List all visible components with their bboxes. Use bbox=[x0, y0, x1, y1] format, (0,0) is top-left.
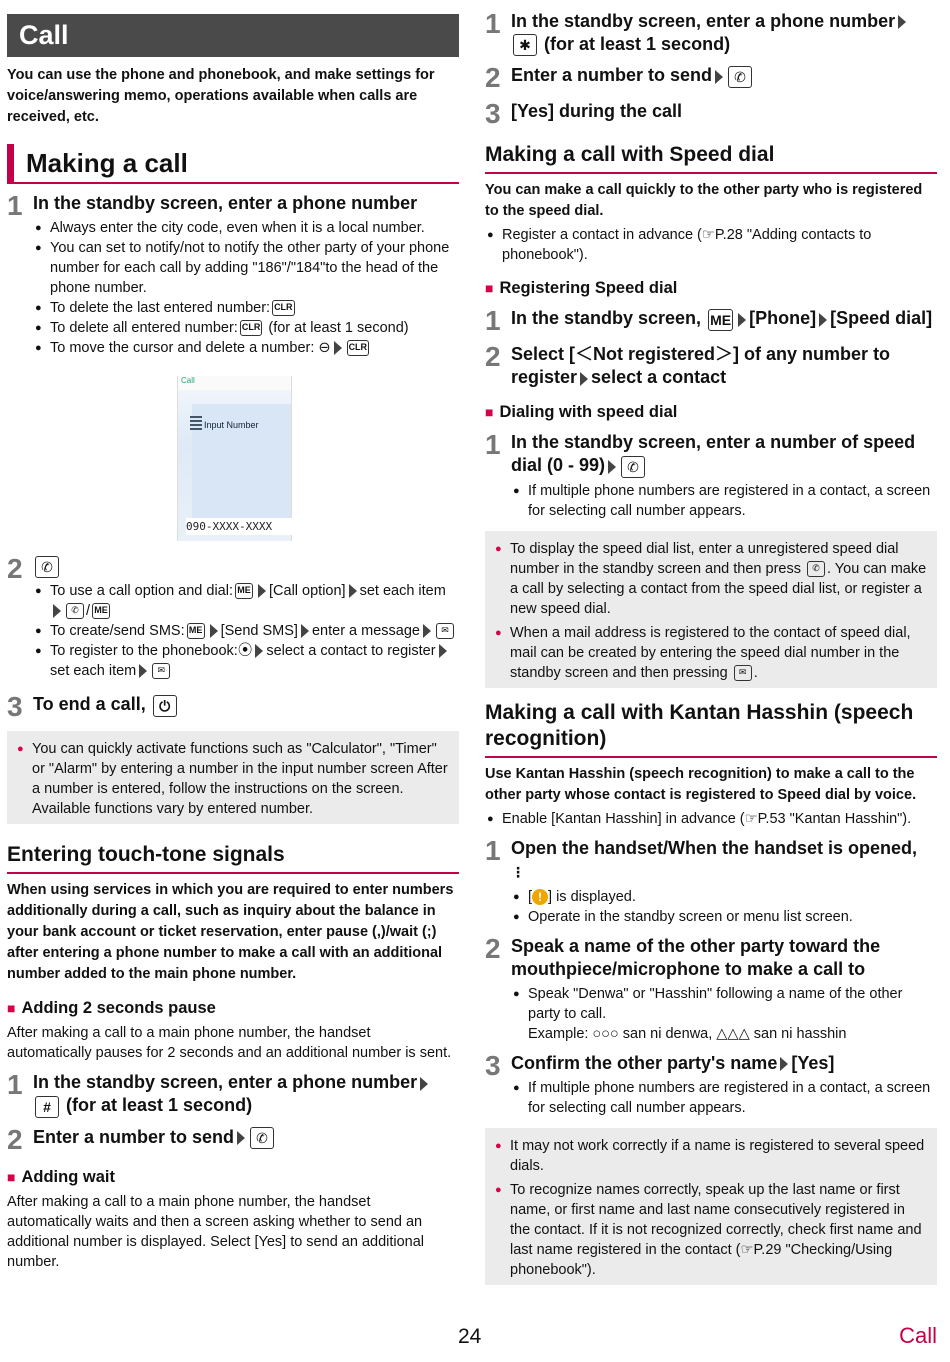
bullet-text: To move the cursor and delete a number: bbox=[50, 340, 315, 356]
hash-key-icon: # bbox=[35, 1096, 59, 1118]
arrow-icon bbox=[780, 1057, 788, 1071]
list-item: ● Operate in the standby screen or menu list screen. bbox=[511, 907, 937, 927]
arrow-icon bbox=[715, 70, 723, 84]
kantan-step-3: 3 Confirm the other party's name [Yes] ● If multiple phone numbers are registered in a contact, a screen for selecting call number appears. bbox=[485, 1052, 937, 1118]
step-number: 3 bbox=[7, 691, 23, 723]
asterisk-key-icon: ✱ bbox=[513, 34, 537, 56]
registering-heading: ■ Registering Speed dial bbox=[485, 279, 678, 298]
pause-step-2: 2 Enter a number to send ✆ bbox=[7, 1126, 459, 1154]
step-2 bbox=[7, 555, 459, 681]
section-title-kantan: Making a call with Kantan Hasshin (speech recognition) bbox=[485, 700, 937, 758]
keypad-icon bbox=[190, 416, 202, 430]
arrow-icon bbox=[423, 624, 431, 638]
footer-chapter: Call bbox=[899, 1323, 937, 1348]
kantan-lead: Use Kantan Hasshin (speech recognition) to make a call to the other party whose contact is registered to Speed dial by voice. bbox=[485, 765, 917, 803]
list-item: ● Enable [Kantan Hasshin] in advance (☞P.53 "Kantan Hasshin"). bbox=[485, 809, 937, 829]
center-key-icon: ⦿ bbox=[237, 643, 253, 660]
screen-number: 090-XXXX-XXXX bbox=[186, 518, 299, 535]
arrow-icon bbox=[738, 313, 746, 327]
arrow-icon bbox=[258, 584, 266, 598]
arrow-icon bbox=[349, 584, 357, 598]
list-item: ● Register a contact in advance (☞P.28 "Adding contacts to phonebook"). bbox=[485, 225, 937, 265]
clr-key-icon: CLR bbox=[240, 320, 263, 336]
example-text: Example: ○○○ san ni denwa, △△△ san ni hasshin bbox=[528, 1025, 847, 1042]
note-box bbox=[485, 531, 937, 688]
arrow-icon bbox=[439, 644, 447, 658]
clr-key-icon: CLR bbox=[347, 340, 370, 356]
menu-key-icon: ME bbox=[187, 623, 205, 639]
pause-step-1: 1 In the standby screen, enter a phone number # (for at least 1 second) bbox=[7, 1071, 459, 1117]
bullet-list bbox=[33, 218, 459, 358]
arrow-icon bbox=[608, 460, 616, 474]
bullet-text: To delete the last entered number: bbox=[50, 300, 271, 316]
input-number-screenshot bbox=[177, 376, 292, 541]
pause-paragraph: After making a call to a main phone number, the handset automatically pauses for 2 seconds and an additional number is sent. bbox=[7, 1025, 452, 1062]
list-item: ● If multiple phone numbers are registered in a contact, a screen for selecting call number appears. bbox=[511, 1078, 937, 1118]
clr-key-icon: CLR bbox=[272, 300, 295, 316]
section-title-touch-tone: Entering touch-tone signals bbox=[7, 842, 459, 874]
note-box bbox=[485, 1128, 937, 1285]
direction-key-icon: ⊖ bbox=[314, 340, 331, 356]
note-item: ● To recognize names correctly, speak up the last name or first name, or first name and last name consecutively registered in the contact. If it is not recognized correctly, check first name and last name registered in the contact (☞P.29 "Checking/Using phonebook"). bbox=[493, 1180, 929, 1280]
note-box bbox=[7, 731, 459, 824]
note-item: ● It may not work correctly if a name is registered to several speed dials. bbox=[493, 1136, 929, 1176]
arrow-icon bbox=[334, 341, 342, 355]
list-item: ● You can set to notify/not to notify the other party of your phone number for each call by adding "186"/"184"to the head of the phone number. bbox=[33, 238, 459, 298]
arrow-icon bbox=[255, 644, 263, 658]
list-item: ● To register to the phonebook:⦿ select a contact to registerset each item ✉ bbox=[33, 641, 459, 681]
note-item: ● When a mail address is registered to the contact of speed dial, mail can be created by entering the speed dial number in the standby screen and then pressing ✉ . bbox=[493, 623, 929, 683]
bullet-text: To delete all entered number: bbox=[50, 320, 238, 336]
page-number: 24 bbox=[458, 1325, 482, 1348]
step-1 bbox=[7, 192, 459, 358]
speed-dial-lead: You can make a call quickly to the other party who is registered to the speed dial. bbox=[485, 182, 923, 220]
end-call-key-icon: ⏻ bbox=[153, 695, 177, 717]
wait-step-3: 3 [Yes] during the call bbox=[485, 98, 683, 130]
list-item: ● Speak "Denwa" or "Hasshin" following a name of the other party to call. Example: ○○○ san ni denwa, △△△ san ni hasshin bbox=[511, 984, 937, 1044]
bullet-text: (for at least 1 second) bbox=[268, 320, 409, 336]
screen-label: Input Number bbox=[204, 420, 259, 430]
list-item bbox=[33, 298, 459, 318]
reg-step-1: 1 In the standby screen, ME [Phone] [Speed dial] bbox=[485, 305, 933, 337]
arrow-icon bbox=[420, 1077, 428, 1091]
bullet-list bbox=[33, 581, 459, 681]
note-item: ● You can quickly activate functions such as "Calculator", "Timer" or "Alarm" by entering a number in the input number screen After a number is entered, follow the instructions on the screen. Available functions vary by entered number. bbox=[15, 739, 451, 819]
step-text: To end a call, bbox=[33, 694, 146, 715]
wait-step-1: 1 In the standby screen, enter a phone number ✱ (for at least 1 second) bbox=[485, 10, 937, 56]
list-item: ● To create/send SMS: ME [Send SMS] enter a message ✉ bbox=[33, 621, 459, 641]
list-item: ● To use a call option and dial: ME [Call option] set each item✆ / ME bbox=[33, 581, 459, 621]
arrow-icon bbox=[301, 624, 309, 638]
send-key-icon: ✉ bbox=[436, 623, 454, 639]
call-key-icon: ✆ bbox=[728, 66, 752, 88]
right-column bbox=[485, 6, 937, 1285]
chapter-intro: You can use the phone and phonebook, and make settings for voice/answering memo, operations available when calls are received, etc. bbox=[7, 67, 435, 125]
step-number: 2 bbox=[7, 553, 23, 584]
pause-heading: ■ Adding 2 seconds pause bbox=[7, 999, 216, 1018]
wait-heading: ■ Adding wait bbox=[7, 1167, 115, 1186]
wait-paragraph: After making a call to a main phone number, the handset automatically waits and then a screen asking whether to send an additional number is displayed. Select [Yes] to send an additional number. bbox=[7, 1193, 425, 1270]
voice-indicator-icon: ! bbox=[532, 889, 548, 905]
chapter-title: Call bbox=[7, 14, 459, 57]
call-key-icon: ✆ bbox=[35, 556, 59, 578]
list-item: ● Always enter the city code, even when it is a local number. bbox=[33, 218, 459, 238]
note-item: ● To display the speed dial list, enter a unregistered speed dial number in the standby screen and then press ✆ . You can make a call by selecting a contact from the speed dial list, or register a new speed dial. bbox=[493, 539, 929, 619]
menu-key-icon: ME bbox=[708, 309, 733, 331]
call-key-icon: ✆ bbox=[807, 561, 825, 577]
list-item bbox=[33, 318, 459, 338]
side-key-icon: ⋮ bbox=[511, 863, 525, 880]
call-key-icon: ✆ bbox=[621, 456, 645, 478]
arrow-icon bbox=[819, 313, 827, 327]
section-title-making-call: Making a call bbox=[7, 144, 459, 184]
screen-status: Call bbox=[178, 376, 291, 390]
kantan-step-1: 1 Open the handset/When the handset is opened, ⋮ ● [ ! ] is displayed. ● Operate in the standby screen or menu list screen. bbox=[485, 837, 937, 927]
step-text: In the standby screen, enter a phone number bbox=[33, 193, 418, 213]
menu-key-icon: ME bbox=[235, 583, 253, 599]
touch-tone-lead: When using services in which you are required to enter numbers additionally during a call, such as inquiry about the balance in your bank account or ticket reservation, enter pause (,)/wait (;) after entering a phone number to make a call with an additional number added to the main phone number. bbox=[7, 882, 454, 983]
wait-step-2: 2 Enter a number to send ✆ bbox=[485, 64, 937, 92]
arrow-icon bbox=[237, 1131, 245, 1145]
list-item: ● [ ! ] is displayed. bbox=[511, 887, 937, 907]
arrow-icon bbox=[898, 15, 906, 29]
arrow-icon bbox=[53, 604, 61, 618]
arrow-icon bbox=[139, 664, 147, 678]
reg-step-2: 2 Select [＜Not registered＞] of any number to register select a contact bbox=[485, 341, 891, 388]
section-title-speed-dial: Making a call with Speed dial bbox=[485, 142, 937, 174]
mail-key-icon: ✉ bbox=[734, 665, 752, 681]
list-item: ● If multiple phone numbers are registered in a contact, a screen for selecting call number appears. bbox=[511, 481, 937, 521]
call-key-icon: ✆ bbox=[66, 603, 84, 619]
dialing-heading: ■ Dialing with speed dial bbox=[485, 403, 678, 422]
menu-key-icon: ME bbox=[92, 603, 110, 619]
arrow-icon bbox=[580, 372, 588, 386]
send-key-icon: ✉ bbox=[152, 663, 170, 679]
arrow-icon bbox=[210, 624, 218, 638]
call-key-icon: ✆ bbox=[250, 1127, 274, 1149]
list-item bbox=[33, 338, 459, 358]
dial-step-1: 1 In the standby screen, enter a number of speed dial (0 - 99) ✆ ● If multiple phone numbers are registered in a contact, a screen for selecting call number appears. bbox=[485, 431, 937, 520]
step-3 bbox=[7, 693, 459, 721]
kantan-step-2: 2 Speak a name of the other party toward the mouthpiece/microphone to make a call to ● Speak "Denwa" or "Hasshin" following a name of the other party to call. Example: ○○○ san ni denwa, △△△ san ni hasshin bbox=[485, 935, 937, 1044]
step-number: 1 bbox=[7, 190, 23, 221]
left-column bbox=[7, 14, 459, 1272]
